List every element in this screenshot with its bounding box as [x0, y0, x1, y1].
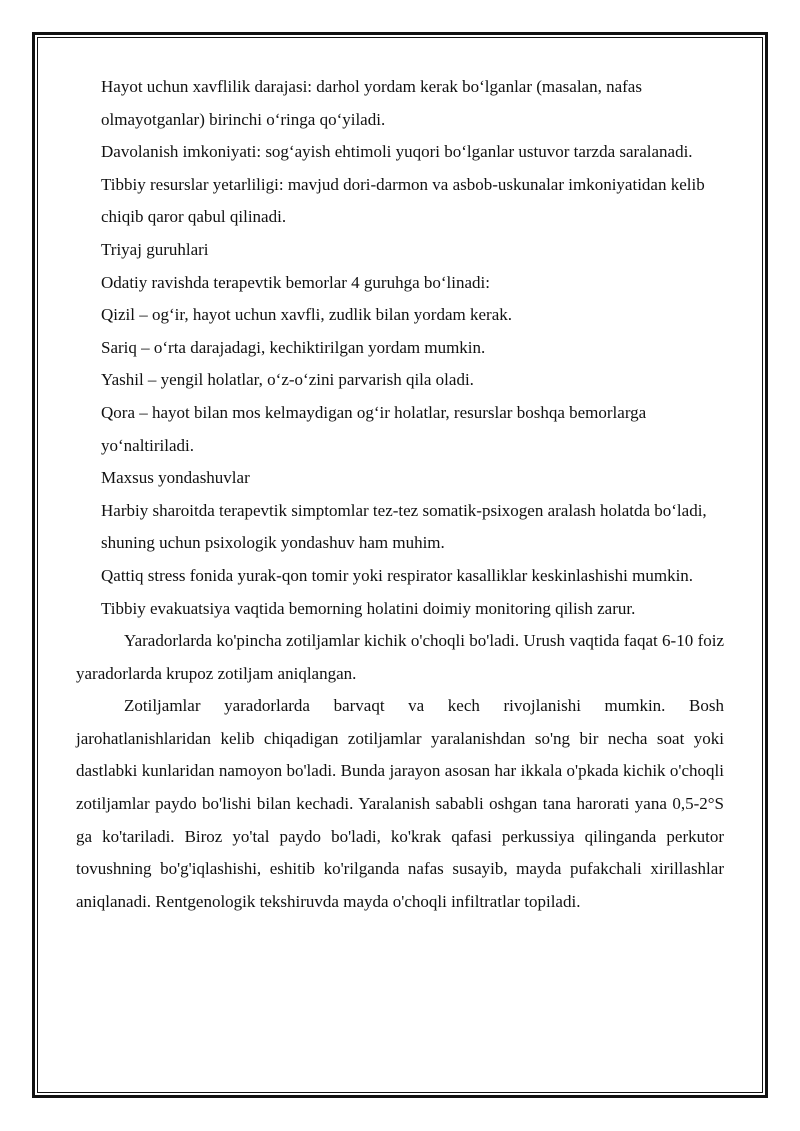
list-item: Yashil – yengil holatlar, o‘z-o‘zini parvarish qila oladi. — [101, 370, 474, 390]
paragraph: Zotiljamlar yaradorlarda barvaqt va kech rivojlanishi mumkin. Bosh jarohatlanishlaridan kelib chiqadigan zotiljamlar yaralanishdan so'ng bir necha soat yoki dastlabki kunlaridan namoyon bo'ladi. Bunda jarayon asosan har ikkala o'pkada kichik o'choqli zotiljamlar paydo bo'lishi bilan kechadi. Yaralanish sababli oshgan tana harorati yana 0,5-2°S ga ko'tariladi. Biroz yo'tal paydo bo'ladi, ko'krak qafasi perkussiya qilinganda perkutor tovushning bo'g'iqlashishi, eshitib ko'rilganda nafas susayib, mayda pufakchali xirillashlar aniqlanadi. Rentgenologik tekshiruvda mayda o'choqli infiltratlar topiladi. — [76, 696, 724, 911]
list-item: Qizil – og‘ir, hayot uchun xavfli, zudlik bilan yordam kerak. — [101, 305, 512, 325]
list-item: Harbiy sharoitda terapevtik simptomlar tez-tez somatik-psixogen aralash holatda bo‘ladi, shuning uchun psixologik yondashuv ham muhim. — [101, 500, 707, 553]
list-item: Qattiq stress fonida yurak-qon tomir yoki respirator kasalliklar keskinlashishi mumkin. — [101, 565, 694, 585]
body-paragraphs — [76, 625, 724, 918]
list-item: Tibbiy evakuatsiya vaqtida bemorning holatini doimiy monitoring qilish zarur. — [101, 598, 636, 618]
list-item: Sariq – o‘rta darajadagi, kechiktirilgan yordam mumkin. — [101, 337, 486, 357]
list-item: Hayot uchun xavflilik darajasi: darhol yordam kerak bo‘lganlar (masalan, nafas olmayotganlar) birinchi o‘ringa qo‘yiladi. — [101, 77, 642, 129]
paragraph: Yaradorlarda ko'pincha zotiljamlar kichik o'choqli bo'ladi. Urush vaqtida faqat 6-10 foiz yaradorlarda krupoz zotiljam aniqlangan. — [76, 631, 724, 683]
section-heading: Triyaj guruhlari — [101, 239, 209, 259]
document-body — [76, 71, 724, 918]
list-item: Qora – hayot bilan mos kelmaydigan og‘ir holatlar, resurslar boshqa bemorlarga yo‘naltiriladi. — [101, 402, 647, 455]
list-item: Odatiy ravishda terapevtik bemorlar 4 guruhga bo‘linadi: — [101, 272, 490, 292]
triage-list — [76, 71, 724, 625]
section-heading: Maxsus yondashuvlar — [101, 468, 250, 488]
list-item: Davolanish imkoniyati: sog‘ayish ehtimoli yuqori bo‘lganlar ustuvor tarzda saralanadi. — [101, 142, 693, 162]
list-item: Tibbiy resurslar yetarliligi: mavjud dori-darmon va asbob-uskunalar imkoniyatidan kelib chiqib qaror qabul qilinadi. — [101, 174, 705, 227]
